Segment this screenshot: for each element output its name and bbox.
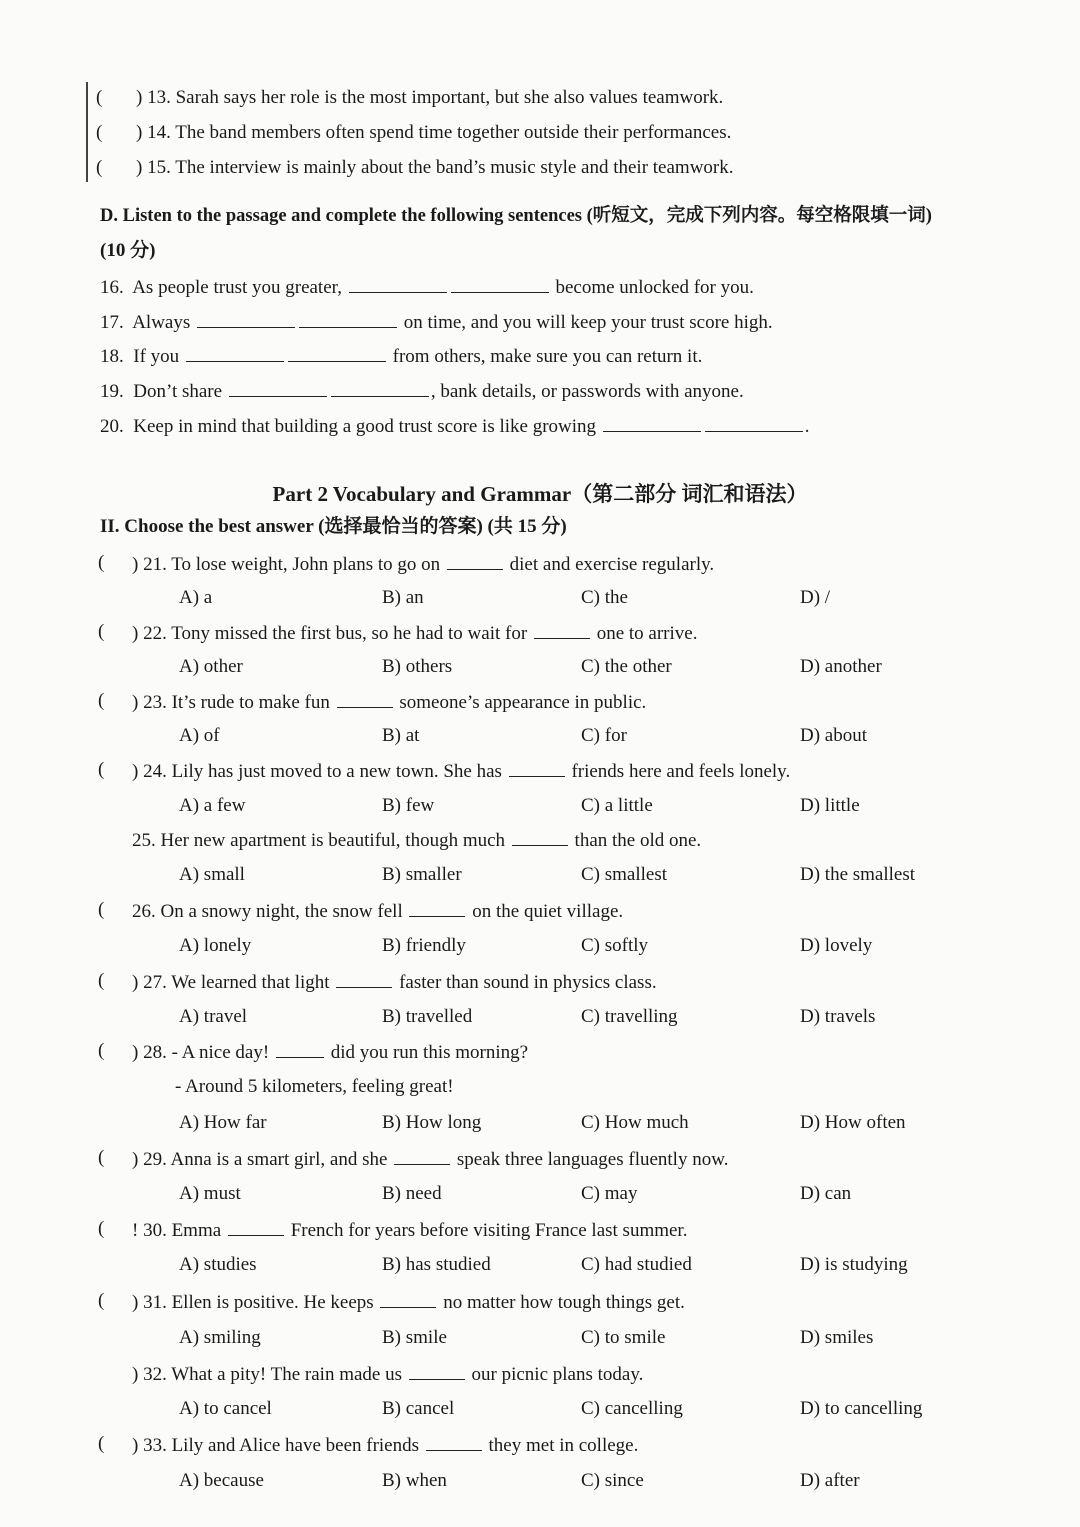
option-c[interactable]: C) a little [581, 795, 653, 816]
paren-close: ) [132, 1042, 139, 1063]
option-d[interactable]: D) another [800, 656, 882, 677]
paren-close: ) [132, 554, 139, 575]
question-30 [132, 1217, 687, 1243]
paren-close: ) [132, 692, 139, 713]
sentence-before: If you [133, 346, 180, 367]
option-b[interactable]: B) at [382, 725, 420, 746]
question-number: 21. [143, 554, 167, 575]
answer-paren[interactable]: ( [98, 759, 105, 780]
question-21 [132, 551, 714, 577]
answer-blank[interactable] [426, 1432, 482, 1451]
paren-close: ) [132, 1292, 139, 1313]
question-before: Tony missed the first bus, so he had to wait for [171, 623, 528, 644]
question-28 [132, 1039, 528, 1065]
fill-item-20 [100, 413, 810, 439]
item-number: 17. [100, 312, 124, 333]
fill-item-19 [100, 378, 744, 404]
dialogue-response: - Around 5 kilometers, feeling great! [175, 1076, 454, 1097]
option-b[interactable]: B) an [382, 587, 424, 608]
item-number: 14. [147, 122, 171, 143]
answer-blank[interactable] [276, 1039, 324, 1058]
answer-blank[interactable] [451, 274, 549, 293]
question-number: 31. [143, 1292, 167, 1313]
question-before: What a pity! The rain made us [171, 1364, 402, 1385]
answer-paren: ( [96, 87, 103, 108]
option-c[interactable]: C) to smile [581, 1327, 666, 1348]
question-before: On a snowy night, the snow fell [160, 901, 403, 922]
question-number: 26. [132, 901, 156, 922]
question-number: 29. [143, 1149, 167, 1170]
option-a[interactable]: A) must [179, 1183, 241, 1204]
question-after: speak three languages fluently now. [456, 1149, 729, 1170]
paren-close: ) [132, 1149, 139, 1170]
question-before: Emma [171, 1220, 222, 1241]
option-c[interactable]: C) softly [581, 935, 649, 956]
option-b[interactable]: B) need [382, 1183, 442, 1204]
option-c[interactable]: C) smallest [581, 864, 668, 885]
item-number: 18. [100, 346, 124, 367]
answer-paren[interactable]: ( [98, 1218, 105, 1239]
statement-text: Sarah says her role is the most important, but she also values teamwork. [175, 87, 724, 108]
option-b[interactable]: B) smaller [382, 864, 462, 885]
statement-13 [136, 86, 723, 110]
question-27 [132, 969, 657, 995]
item-number: 15. [147, 157, 171, 178]
answer-paren: ( [96, 122, 103, 143]
question-after: than the old one. [574, 830, 702, 851]
question-number: 22. [143, 623, 167, 644]
answer-paren[interactable]: ( [98, 690, 105, 711]
option-d[interactable]: D) / [800, 587, 831, 608]
question-after: they met in college. [488, 1435, 639, 1456]
sentence-before: Keep in mind that building a good trust score is like growing [133, 416, 597, 437]
option-d[interactable]: D) can [800, 1183, 852, 1204]
option-a[interactable]: A) a few [179, 795, 246, 816]
section-d-heading: D. Listen to the passage and complete the following sentences (听短文，完成下列内容。每空格限填一词) [100, 206, 932, 226]
answer-blank[interactable] [288, 343, 386, 362]
option-d[interactable]: D) How often [800, 1112, 906, 1133]
answer-paren[interactable]: ( [98, 1433, 105, 1454]
answer-blank[interactable] [509, 758, 565, 777]
question-number: 32. [143, 1364, 167, 1385]
question-before: - A nice day! [171, 1042, 270, 1063]
answer-blank[interactable] [705, 413, 803, 432]
answer-blank[interactable] [447, 551, 503, 570]
option-a[interactable]: A) lonely [179, 935, 252, 956]
question-before: We learned that light [171, 972, 330, 993]
option-b[interactable]: B) has studied [382, 1254, 491, 1275]
sentence-after: on time, and you will keep your trust score high. [403, 312, 773, 333]
question-before: It’s rude to make fun [171, 692, 330, 713]
answer-paren[interactable]: ( [98, 1290, 105, 1311]
option-a[interactable]: A) to cancel [179, 1398, 272, 1419]
question-after: on the quiet village. [472, 901, 624, 922]
question-22 [132, 620, 697, 646]
question-number: 23. [143, 692, 167, 713]
option-c[interactable]: C) for [581, 725, 627, 746]
question-before: Ellen is positive. He keeps [171, 1292, 374, 1313]
fill-item-18 [100, 343, 702, 369]
paren-close: ) [132, 972, 139, 993]
fill-item-16 [100, 274, 754, 300]
option-b[interactable]: B) travelled [382, 1006, 473, 1027]
option-a[interactable]: A) How far [179, 1112, 267, 1133]
option-d[interactable]: D) travels [800, 1006, 876, 1027]
option-b[interactable]: B) friendly [382, 935, 466, 956]
answer-paren[interactable]: ( [98, 1040, 105, 1061]
answer-blank[interactable] [409, 1361, 465, 1380]
question-after: friends here and feels lonely. [571, 761, 791, 782]
paren-close: ) [136, 87, 143, 108]
answer-blank[interactable] [337, 689, 393, 708]
sentence-after: from others, make sure you can return it. [392, 346, 703, 367]
question-31 [132, 1289, 685, 1315]
option-b[interactable]: B) smile [382, 1327, 447, 1348]
answer-blank[interactable] [409, 898, 465, 917]
sentence-before: Always [132, 312, 191, 333]
part-2-title: Part 2 Vocabulary and Grammar（第二部分 词汇和语法） [272, 482, 808, 506]
option-d[interactable]: D) about [800, 725, 868, 746]
option-c[interactable]: C) may [581, 1183, 638, 1204]
paren-close: ) [132, 623, 139, 644]
sentence-before: Don’t share [133, 381, 223, 402]
paren-close: ) [132, 1364, 139, 1385]
question-26 [132, 898, 623, 924]
option-d[interactable]: D) to cancelling [800, 1398, 923, 1419]
answer-blank[interactable] [229, 378, 327, 397]
option-b[interactable]: B) others [382, 656, 453, 677]
answer-blank[interactable] [331, 378, 429, 397]
item-number: 13. [147, 87, 171, 108]
question-after: faster than sound in physics class. [399, 972, 657, 993]
question-number: 28. [143, 1042, 167, 1063]
option-d[interactable]: D) after [800, 1470, 860, 1491]
item-number: 16. [100, 277, 124, 298]
option-b[interactable]: B) How long [382, 1112, 482, 1133]
answer-paren[interactable]: ( [98, 552, 105, 573]
statement-15 [136, 156, 734, 180]
statement-14 [136, 121, 731, 145]
question-after: diet and exercise regularly. [509, 554, 715, 575]
option-c[interactable]: C) travelling [581, 1006, 678, 1027]
question-25 [132, 827, 701, 853]
option-d[interactable]: D) the smallest [800, 864, 916, 885]
question-after: did you run this morning? [330, 1042, 529, 1063]
question-after: no matter how tough things get. [443, 1292, 685, 1313]
paren-close: ) [132, 1435, 139, 1456]
question-number: 30. [143, 1220, 167, 1241]
option-a[interactable]: A) a [179, 587, 213, 608]
answer-blank[interactable] [336, 969, 392, 988]
answer-blank[interactable] [299, 309, 397, 328]
question-29 [132, 1146, 728, 1172]
question-23 [132, 689, 646, 715]
question-after: our picnic plans today. [471, 1364, 644, 1385]
paren-close: ! [132, 1220, 139, 1241]
paren-close: ) [136, 157, 143, 178]
item-number: 20. [100, 416, 124, 437]
question-after: someone’s appearance in public. [399, 692, 647, 713]
option-c[interactable]: C) had studied [581, 1254, 692, 1275]
question-33 [132, 1432, 638, 1458]
option-c[interactable]: C) the other [581, 656, 672, 677]
option-a[interactable]: A) other [179, 656, 243, 677]
fill-item-17 [100, 309, 773, 335]
question-before: Lily has just moved to a new town. She has [171, 761, 502, 782]
answer-paren[interactable]: ( [98, 621, 105, 642]
question-after: one to arrive. [596, 623, 698, 644]
paren-close: ) [136, 122, 143, 143]
option-a[interactable]: A) of [179, 725, 220, 746]
margin-rule [86, 82, 88, 182]
option-d[interactable]: D) smiles [800, 1327, 874, 1348]
option-d[interactable]: D) little [800, 795, 860, 816]
section-ii-heading: II. Choose the best answer (选择最恰当的答案) (共 15 分) [100, 516, 567, 537]
answer-blank[interactable] [349, 274, 447, 293]
option-b[interactable]: B) cancel [382, 1398, 455, 1419]
option-c[interactable]: C) since [581, 1470, 644, 1491]
answer-blank[interactable] [186, 343, 284, 362]
paren-close: ) [132, 761, 139, 782]
option-c[interactable]: C) How much [581, 1112, 689, 1133]
question-number: 25. [132, 830, 156, 851]
option-a[interactable]: A) because [179, 1470, 264, 1491]
question-number: 27. [143, 972, 167, 993]
question-32 [132, 1361, 643, 1387]
question-before: Her new apartment is beautiful, though much [160, 830, 506, 851]
sentence-after: , bank details, or passwords with anyone. [430, 381, 744, 402]
sentence-after: . [804, 416, 810, 437]
answer-paren[interactable]: ( [98, 899, 105, 920]
sentence-after: become unlocked for you. [555, 277, 754, 298]
option-b[interactable]: B) when [382, 1470, 447, 1491]
answer-paren: ( [96, 157, 103, 178]
question-before: Anna is a smart girl, and she [170, 1149, 388, 1170]
answer-blank[interactable] [228, 1217, 284, 1236]
answer-blank[interactable] [394, 1146, 450, 1165]
question-number: 33. [143, 1435, 167, 1456]
question-after: French for years before visiting France last summer. [290, 1220, 688, 1241]
option-c[interactable]: C) the [581, 587, 628, 608]
answer-paren[interactable]: ( [98, 1147, 105, 1168]
option-a[interactable]: A) small [179, 864, 245, 885]
option-a[interactable]: A) studies [179, 1254, 257, 1275]
statement-text: The interview is mainly about the band’s music style and their teamwork. [175, 157, 734, 178]
option-d[interactable]: D) is studying [800, 1254, 908, 1275]
option-c[interactable]: C) cancelling [581, 1398, 683, 1419]
question-number: 24. [143, 761, 167, 782]
answer-blank[interactable] [603, 413, 701, 432]
option-a[interactable]: A) smiling [179, 1327, 261, 1348]
answer-blank[interactable] [534, 620, 590, 639]
option-a[interactable]: A) travel [179, 1006, 248, 1027]
question-before: Lily and Alice have been friends [171, 1435, 420, 1456]
question-before: To lose weight, John plans to go on [171, 554, 441, 575]
option-d[interactable]: D) lovely [800, 935, 873, 956]
answer-paren[interactable]: ( [98, 970, 105, 991]
answer-blank[interactable] [197, 309, 295, 328]
sentence-before: As people trust you greater, [132, 277, 342, 298]
item-number: 19. [100, 381, 124, 402]
section-d-points: (10 分) [100, 240, 156, 261]
statement-text: The band members often spend time together outside their performances. [175, 122, 732, 143]
question-24 [132, 758, 790, 784]
answer-blank[interactable] [512, 827, 568, 846]
answer-blank[interactable] [380, 1289, 436, 1308]
option-b[interactable]: B) few [382, 795, 435, 816]
